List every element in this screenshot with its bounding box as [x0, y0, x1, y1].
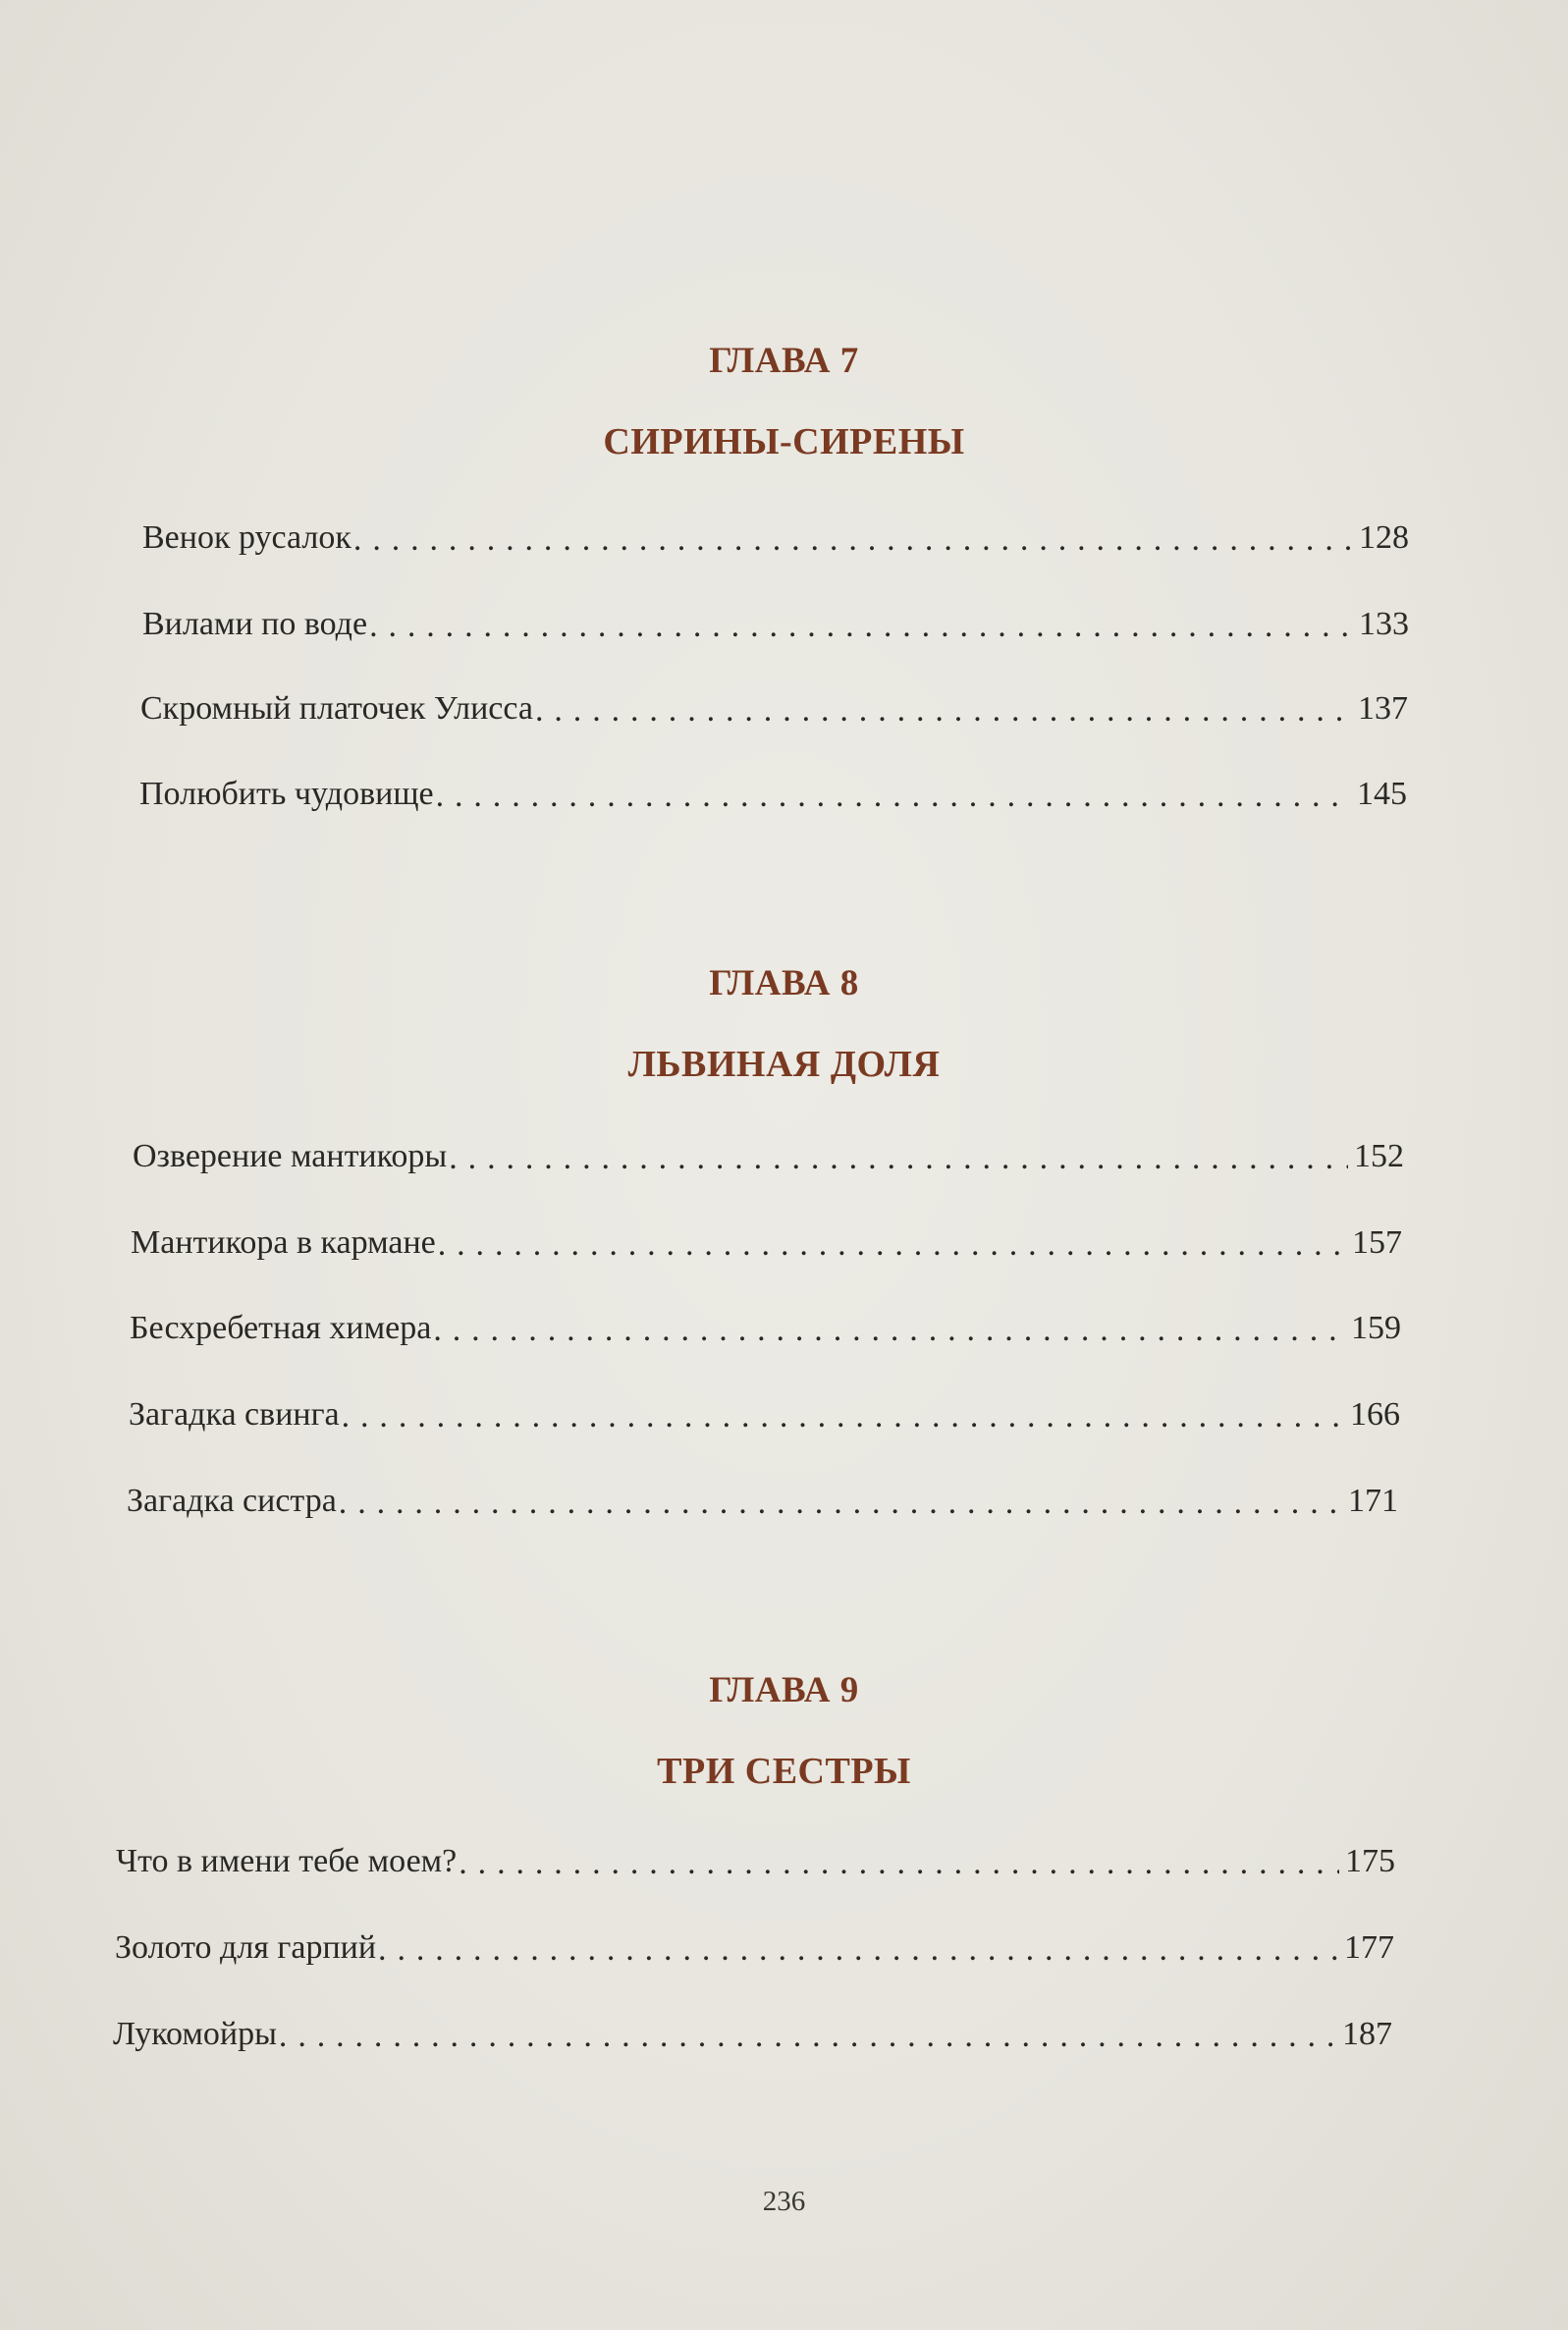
chapter-7: [0, 340, 1568, 463]
entry-page-number: 128: [1359, 519, 1409, 556]
toc-entry[interactable]: [113, 2013, 1392, 2056]
entry-title: Венок русалок: [142, 519, 351, 556]
entry-title: Что в имени тебе моем?: [116, 1843, 458, 1879]
dot-leader: [378, 1928, 1338, 1972]
dot-leader: [353, 518, 1353, 562]
entry-page-number: 187: [1342, 2016, 1392, 2052]
entry-title: Озверение мантикоры: [133, 1138, 448, 1174]
entry-page-number: 157: [1352, 1224, 1402, 1261]
dot-leader: [449, 1137, 1348, 1180]
chapter-title: ТРИ СЕСТРЫ: [657, 1751, 911, 1792]
chapter-title: ЛЬВИНАЯ ДОЛЯ: [627, 1044, 941, 1085]
entry-page-number: 133: [1359, 606, 1409, 642]
toc-entry[interactable]: [142, 516, 1409, 560]
entry-title: Мантикора в кармане: [131, 1224, 436, 1261]
entry-title: Бесхребетная химера: [130, 1310, 432, 1346]
dot-leader: [339, 1482, 1342, 1525]
chapter-number: ГЛАВА 7: [709, 341, 859, 381]
entry-page-number: 166: [1350, 1396, 1400, 1433]
toc-entry[interactable]: [127, 1480, 1398, 1523]
entry-page-number: 159: [1351, 1310, 1401, 1346]
toc-entry[interactable]: [116, 1840, 1395, 1883]
chapter-8: [0, 962, 1568, 1086]
entry-title: Загадка свинга: [129, 1396, 340, 1433]
chapter-number: ГЛАВА 8: [709, 963, 859, 1003]
chapter-header: [0, 1669, 1568, 1793]
entry-title: Вилами по воде: [142, 606, 368, 642]
entry-title: Золото для гарпий: [115, 1929, 377, 1966]
entry-page-number: 137: [1358, 690, 1408, 727]
toc-entry[interactable]: [139, 773, 1407, 816]
toc-entry[interactable]: [142, 603, 1409, 646]
chapter-9: [0, 1669, 1568, 1793]
dot-leader: [436, 775, 1351, 818]
entry-page-number: 177: [1344, 1929, 1394, 1966]
toc-entry[interactable]: [133, 1135, 1404, 1178]
entry-page-number: 175: [1345, 1843, 1395, 1879]
toc-entry[interactable]: [115, 1926, 1394, 1970]
entry-page-number: 152: [1354, 1138, 1404, 1174]
entry-title: Полюбить чудовище: [139, 776, 434, 812]
dot-leader: [342, 1395, 1344, 1438]
entry-title: Лукомойры: [113, 2016, 277, 2052]
dot-leader: [279, 2015, 1336, 2058]
dot-leader: [433, 1309, 1345, 1352]
chapter-number: ГЛАВА 9: [709, 1670, 859, 1710]
toc-entry[interactable]: [140, 687, 1408, 731]
chapter-title: СИРИНЫ-СИРЕНЫ: [603, 421, 965, 462]
toc-entry[interactable]: [129, 1393, 1400, 1436]
dot-leader: [459, 1842, 1339, 1885]
page-number: 236: [762, 2186, 806, 2217]
dot-leader: [369, 605, 1353, 648]
dot-leader: [535, 689, 1352, 732]
toc-entry[interactable]: [131, 1221, 1402, 1265]
entry-page-number: 171: [1348, 1483, 1398, 1519]
entry-title: Загадка систра: [127, 1483, 337, 1519]
chapter-header: [0, 340, 1568, 463]
toc-entry[interactable]: [130, 1307, 1401, 1350]
entry-page-number: 145: [1357, 776, 1407, 812]
entry-title: Скромный платочек Улисса: [140, 690, 533, 727]
dot-leader: [438, 1223, 1346, 1267]
chapter-header: [0, 962, 1568, 1086]
